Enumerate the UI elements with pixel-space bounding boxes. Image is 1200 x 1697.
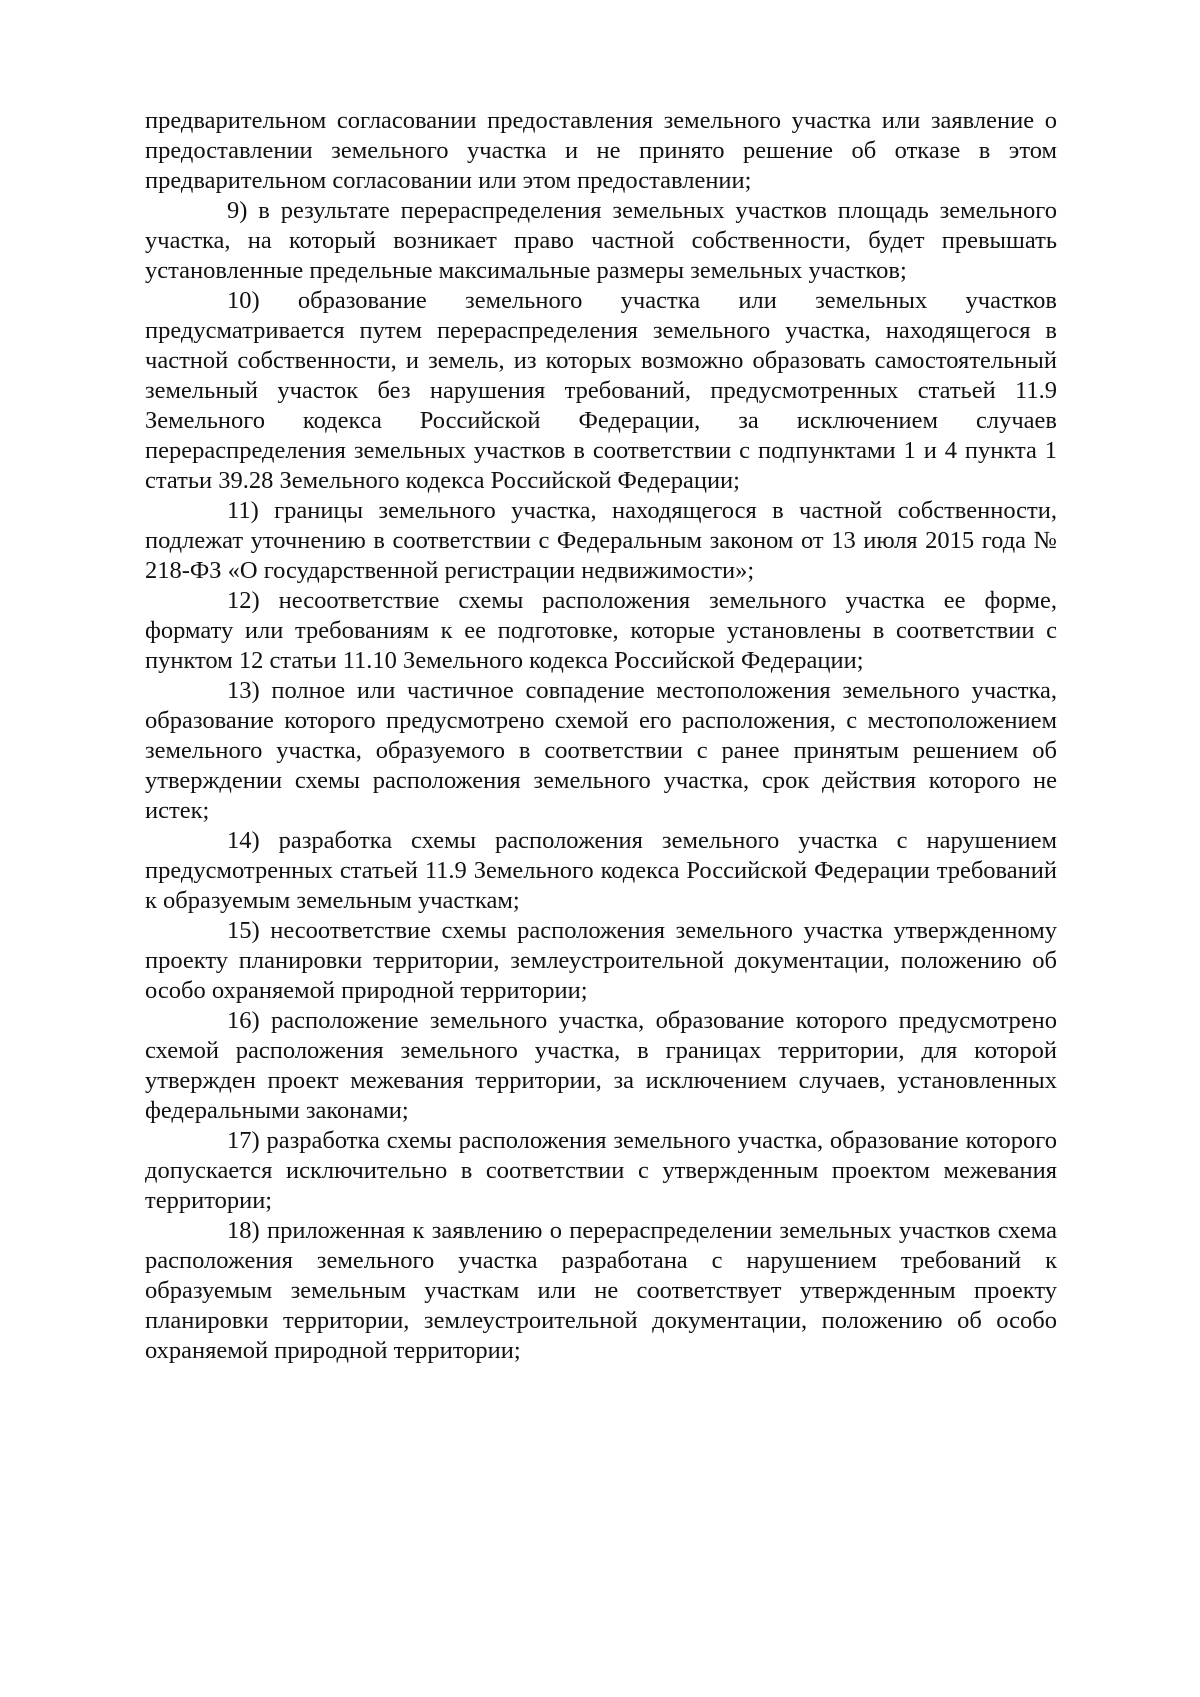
paragraph-item-11: 11) границы земельного участка, находящегося в частной собственности, подлежат уточнению в соответствии с Федеральным законом от 13 июля 2015 года № 218-ФЗ «О государственной регистрации недвижимости»; bbox=[145, 497, 1057, 584]
paragraph-item-18: 18) приложенная к заявлению о перераспределении земельных участков схема расположения земельного участка разработана с нарушением требований к образуемым земельным участкам или не соответствует утвержденным проекту планировки территории, землеустроительной документации, положению об особо охраняемой природной территории; bbox=[145, 1217, 1057, 1364]
document-page bbox=[145, 106, 1057, 1366]
paragraph-item-16: 16) расположение земельного участка, образование которого предусмотрено схемой расположения земельного участка, в границах территории, для которой утвержден проект межевания территории, за исключением случаев, установленных федеральными законами; bbox=[145, 1007, 1057, 1124]
paragraph-item-17: 17) разработка схемы расположения земельного участка, образование которого допускается исключительно в соответствии с утвержденным проектом межевания территории; bbox=[145, 1127, 1057, 1214]
paragraph-item-12: 12) несоответствие схемы расположения земельного участка ее форме, формату или требованиям к ее подготовке, которые установлены в соответствии с пунктом 12 статьи 11.10 Земельного кодекса Российской Федерации; bbox=[145, 587, 1057, 674]
paragraph-continuation: предварительном согласовании предоставления земельного участка или заявление о предоставлении земельного участка и не принято решение об отказе в этом предварительном согласовании или этом предоставлении; bbox=[145, 107, 1057, 194]
paragraph-item-10: 10) образование земельного участка или земельных участков предусматривается путем перераспределения земельного участка, находящегося в частной собственности, и земель, из которых возможно образовать самостоятельный земельный участок без нарушения требований, предусмотренных статьей 11.9 Земельного кодекса Российской Федерации, за исключением случаев перераспределения земельных участков в соответствии с подпунктами 1 и 4 пункта 1 статьи 39.28 Земельного кодекса Российской Федерации; bbox=[145, 287, 1057, 494]
paragraph-item-13: 13) полное или частичное совпадение местоположения земельного участка, образование которого предусмотрено схемой его расположения, с местоположением земельного участка, образуемого в соответствии с ранее принятым решением об утверждении схемы расположения земельного участка, срок действия которого не истек; bbox=[145, 677, 1057, 824]
paragraph-item-15: 15) несоответствие схемы расположения земельного участка утвержденному проекту планировки территории, землеустроительной документации, положению об особо охраняемой природной территории; bbox=[145, 917, 1057, 1004]
paragraph-item-9: 9) в результате перераспределения земельных участков площадь земельного участка, на который возникает право частной собственности, будет превышать установленные предельные максимальные размеры земельных участков; bbox=[145, 197, 1057, 284]
paragraph-item-14: 14) разработка схемы расположения земельного участка с нарушением предусмотренных статьей 11.9 Земельного кодекса Российской Федерации требований к образуемым земельным участкам; bbox=[145, 827, 1057, 914]
